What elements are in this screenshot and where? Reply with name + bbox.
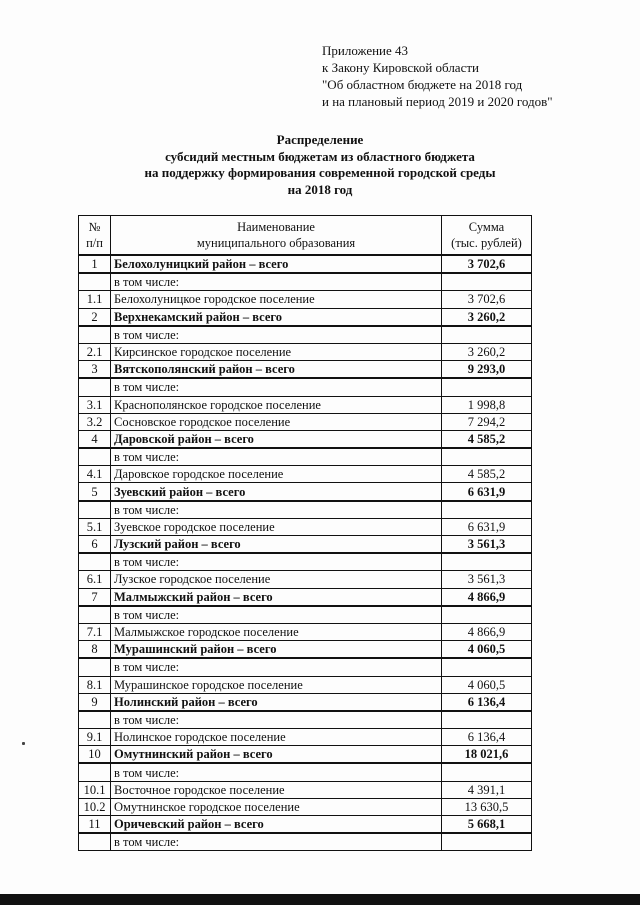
cell-num: [79, 606, 111, 624]
appendix-line-2: к Закону Кировской области: [322, 60, 479, 75]
table-row-district-total: [79, 255, 532, 273]
appendix-header: [322, 42, 553, 110]
cell-sum: 4 585,2: [442, 466, 532, 483]
cell-sum: 3 561,3: [442, 536, 532, 554]
cell-sum: 4 866,9: [442, 588, 532, 606]
cell-num: 9.1: [79, 729, 111, 746]
table-row-district-total: [79, 361, 532, 379]
cell-num: 3: [79, 361, 111, 379]
cell-sum: 4 060,5: [442, 676, 532, 693]
cell-sum: 3 702,6: [442, 255, 532, 273]
cell-sum: 3 702,6: [442, 291, 532, 308]
cell-num: 10: [79, 746, 111, 764]
cell-sum: 1 998,8: [442, 396, 532, 413]
cell-num: [79, 763, 111, 781]
cell-sum: 3 561,3: [442, 571, 532, 588]
table-row-including: [79, 448, 532, 466]
table-row-settlement: [79, 343, 532, 360]
table-row-district-total: [79, 430, 532, 448]
cell-name: Восточное городское поселение: [111, 781, 442, 798]
cell-num: 10.2: [79, 798, 111, 815]
cell-sum: 4 866,9: [442, 623, 532, 640]
cell-name: Кирсинское городское поселение: [111, 343, 442, 360]
cell-num: [79, 326, 111, 344]
cell-name: в том числе:: [111, 711, 442, 729]
cell-sum: [442, 273, 532, 291]
cell-name: в том числе:: [111, 833, 442, 851]
title-line-2: субсидий местным бюджетам из областного бюджета: [165, 148, 475, 164]
cell-num: [79, 711, 111, 729]
cell-sum: 6 631,9: [442, 518, 532, 535]
cell-name: Нолинское городское поселение: [111, 729, 442, 746]
cell-num: [79, 501, 111, 519]
table-row-district-total: [79, 588, 532, 606]
cell-sum: 3 260,2: [442, 343, 532, 360]
table-row-including: [79, 326, 532, 344]
table-row-including: [79, 273, 532, 291]
title-line-4: на 2018 год: [287, 181, 353, 197]
cell-sum: [442, 711, 532, 729]
cell-sum: [442, 658, 532, 676]
cell-name: Лузское городское поселение: [111, 571, 442, 588]
cell-name: Краснополянское городское поселение: [111, 396, 442, 413]
cell-num: 2.1: [79, 343, 111, 360]
cell-name: Мурашинское городское поселение: [111, 676, 442, 693]
header-name: Наименование муниципального образования: [111, 216, 442, 256]
cell-num: 6.1: [79, 571, 111, 588]
table-row-settlement: [79, 518, 532, 535]
cell-name: в том числе:: [111, 763, 442, 781]
appendix-line-1: Приложение 43: [322, 43, 409, 58]
cell-num: 11: [79, 816, 111, 834]
table-row-including: [79, 501, 532, 519]
cell-num: 5: [79, 483, 111, 501]
table-row-district-total: [79, 536, 532, 554]
table-row-district-total: [79, 746, 532, 764]
table-row-including: [79, 378, 532, 396]
table-row-settlement: [79, 413, 532, 430]
table-row-settlement: [79, 466, 532, 483]
cell-name: Белохолуницкий район – всего: [111, 255, 442, 273]
cell-sum: [442, 606, 532, 624]
cell-name: Малмыжский район – всего: [111, 588, 442, 606]
cell-num: 3.1: [79, 396, 111, 413]
cell-name: в том числе:: [111, 658, 442, 676]
table-row-including: [79, 763, 532, 781]
cell-name: Омутнинский район – всего: [111, 746, 442, 764]
cell-num: [79, 378, 111, 396]
table-row-settlement: [79, 396, 532, 413]
cell-name: Вятскополянский район – всего: [111, 361, 442, 379]
cell-sum: 3 260,2: [442, 308, 532, 326]
table-row-settlement: [79, 729, 532, 746]
table-row-settlement: [79, 676, 532, 693]
cell-num: [79, 658, 111, 676]
cell-num: 4: [79, 430, 111, 448]
table-row-including: [79, 711, 532, 729]
cell-sum: 6 631,9: [442, 483, 532, 501]
table-row-district-total: [79, 308, 532, 326]
table-row-including: [79, 658, 532, 676]
cell-sum: 7 294,2: [442, 413, 532, 430]
cell-name: Мурашинский район – всего: [111, 641, 442, 659]
cell-name: Сосновское городское поселение: [111, 413, 442, 430]
header-sum: Сумма (тыс. рублей): [442, 216, 532, 256]
document-title: [0, 132, 640, 198]
table-row-district-total: [79, 483, 532, 501]
table-row-district-total: [79, 693, 532, 711]
cell-num: 3.2: [79, 413, 111, 430]
table-row-district-total: [79, 816, 532, 834]
cell-num: 5.1: [79, 518, 111, 535]
table-row-settlement: [79, 571, 532, 588]
cell-num: [79, 273, 111, 291]
cell-name: в том числе:: [111, 553, 442, 571]
cell-num: [79, 553, 111, 571]
cell-sum: 4 391,1: [442, 781, 532, 798]
cell-num: 1.1: [79, 291, 111, 308]
cell-num: 10.1: [79, 781, 111, 798]
cell-num: 8.1: [79, 676, 111, 693]
cell-sum: 9 293,0: [442, 361, 532, 379]
table-row-settlement: [79, 623, 532, 640]
cell-sum: 18 021,6: [442, 746, 532, 764]
header-num: № п/п: [79, 216, 111, 256]
cell-sum: 6 136,4: [442, 729, 532, 746]
cell-sum: [442, 763, 532, 781]
appendix-line-4: и на плановый период 2019 и 2020 годов": [322, 94, 553, 109]
table-row-including: [79, 553, 532, 571]
cell-sum: 4 585,2: [442, 430, 532, 448]
cell-name: в том числе:: [111, 273, 442, 291]
cell-name: Оричевский район – всего: [111, 816, 442, 834]
cell-name: в том числе:: [111, 326, 442, 344]
table-row-including: [79, 833, 532, 851]
cell-sum: [442, 326, 532, 344]
cell-name: Нолинский район – всего: [111, 693, 442, 711]
cell-num: 2: [79, 308, 111, 326]
cell-name: в том числе:: [111, 448, 442, 466]
cell-name: Верхнекамский район – всего: [111, 308, 442, 326]
table-row-settlement: [79, 291, 532, 308]
cell-num: 7: [79, 588, 111, 606]
cell-name: Омутнинское городское поселение: [111, 798, 442, 815]
table-header-row: [79, 216, 532, 256]
scan-footer-bar: [0, 894, 640, 905]
cell-num: 4.1: [79, 466, 111, 483]
cell-name: Даровское городское поселение: [111, 466, 442, 483]
table-row-settlement: [79, 781, 532, 798]
table-row-district-total: [79, 641, 532, 659]
cell-sum: [442, 501, 532, 519]
subsidy-table: [78, 215, 532, 851]
cell-name: в том числе:: [111, 606, 442, 624]
cell-name: Белохолуницкое городское поселение: [111, 291, 442, 308]
cell-name: Малмыжское городское поселение: [111, 623, 442, 640]
cell-num: 9: [79, 693, 111, 711]
cell-num: [79, 448, 111, 466]
table-body: [79, 255, 532, 851]
cell-sum: [442, 553, 532, 571]
scan-speck: [22, 742, 25, 745]
cell-num: [79, 833, 111, 851]
cell-name: Зуевский район – всего: [111, 483, 442, 501]
cell-sum: 4 060,5: [442, 641, 532, 659]
cell-name: Зуевское городское поселение: [111, 518, 442, 535]
table-row-including: [79, 606, 532, 624]
cell-sum: 5 668,1: [442, 816, 532, 834]
cell-name: в том числе:: [111, 378, 442, 396]
cell-name: Даровской район – всего: [111, 430, 442, 448]
cell-sum: [442, 378, 532, 396]
cell-name: в том числе:: [111, 501, 442, 519]
cell-sum: [442, 448, 532, 466]
cell-name: Лузский район – всего: [111, 536, 442, 554]
cell-num: 7.1: [79, 623, 111, 640]
cell-sum: 6 136,4: [442, 693, 532, 711]
cell-num: 1: [79, 255, 111, 273]
cell-sum: [442, 833, 532, 851]
cell-num: 8: [79, 641, 111, 659]
cell-num: 6: [79, 536, 111, 554]
table-row-settlement: [79, 798, 532, 815]
appendix-line-3: "Об областном бюджете на 2018 год: [322, 77, 523, 92]
title-line-3: на поддержку формирования современной городской среды: [144, 165, 496, 180]
title-line-1: Распределение: [276, 132, 364, 147]
cell-sum: 13 630,5: [442, 798, 532, 815]
